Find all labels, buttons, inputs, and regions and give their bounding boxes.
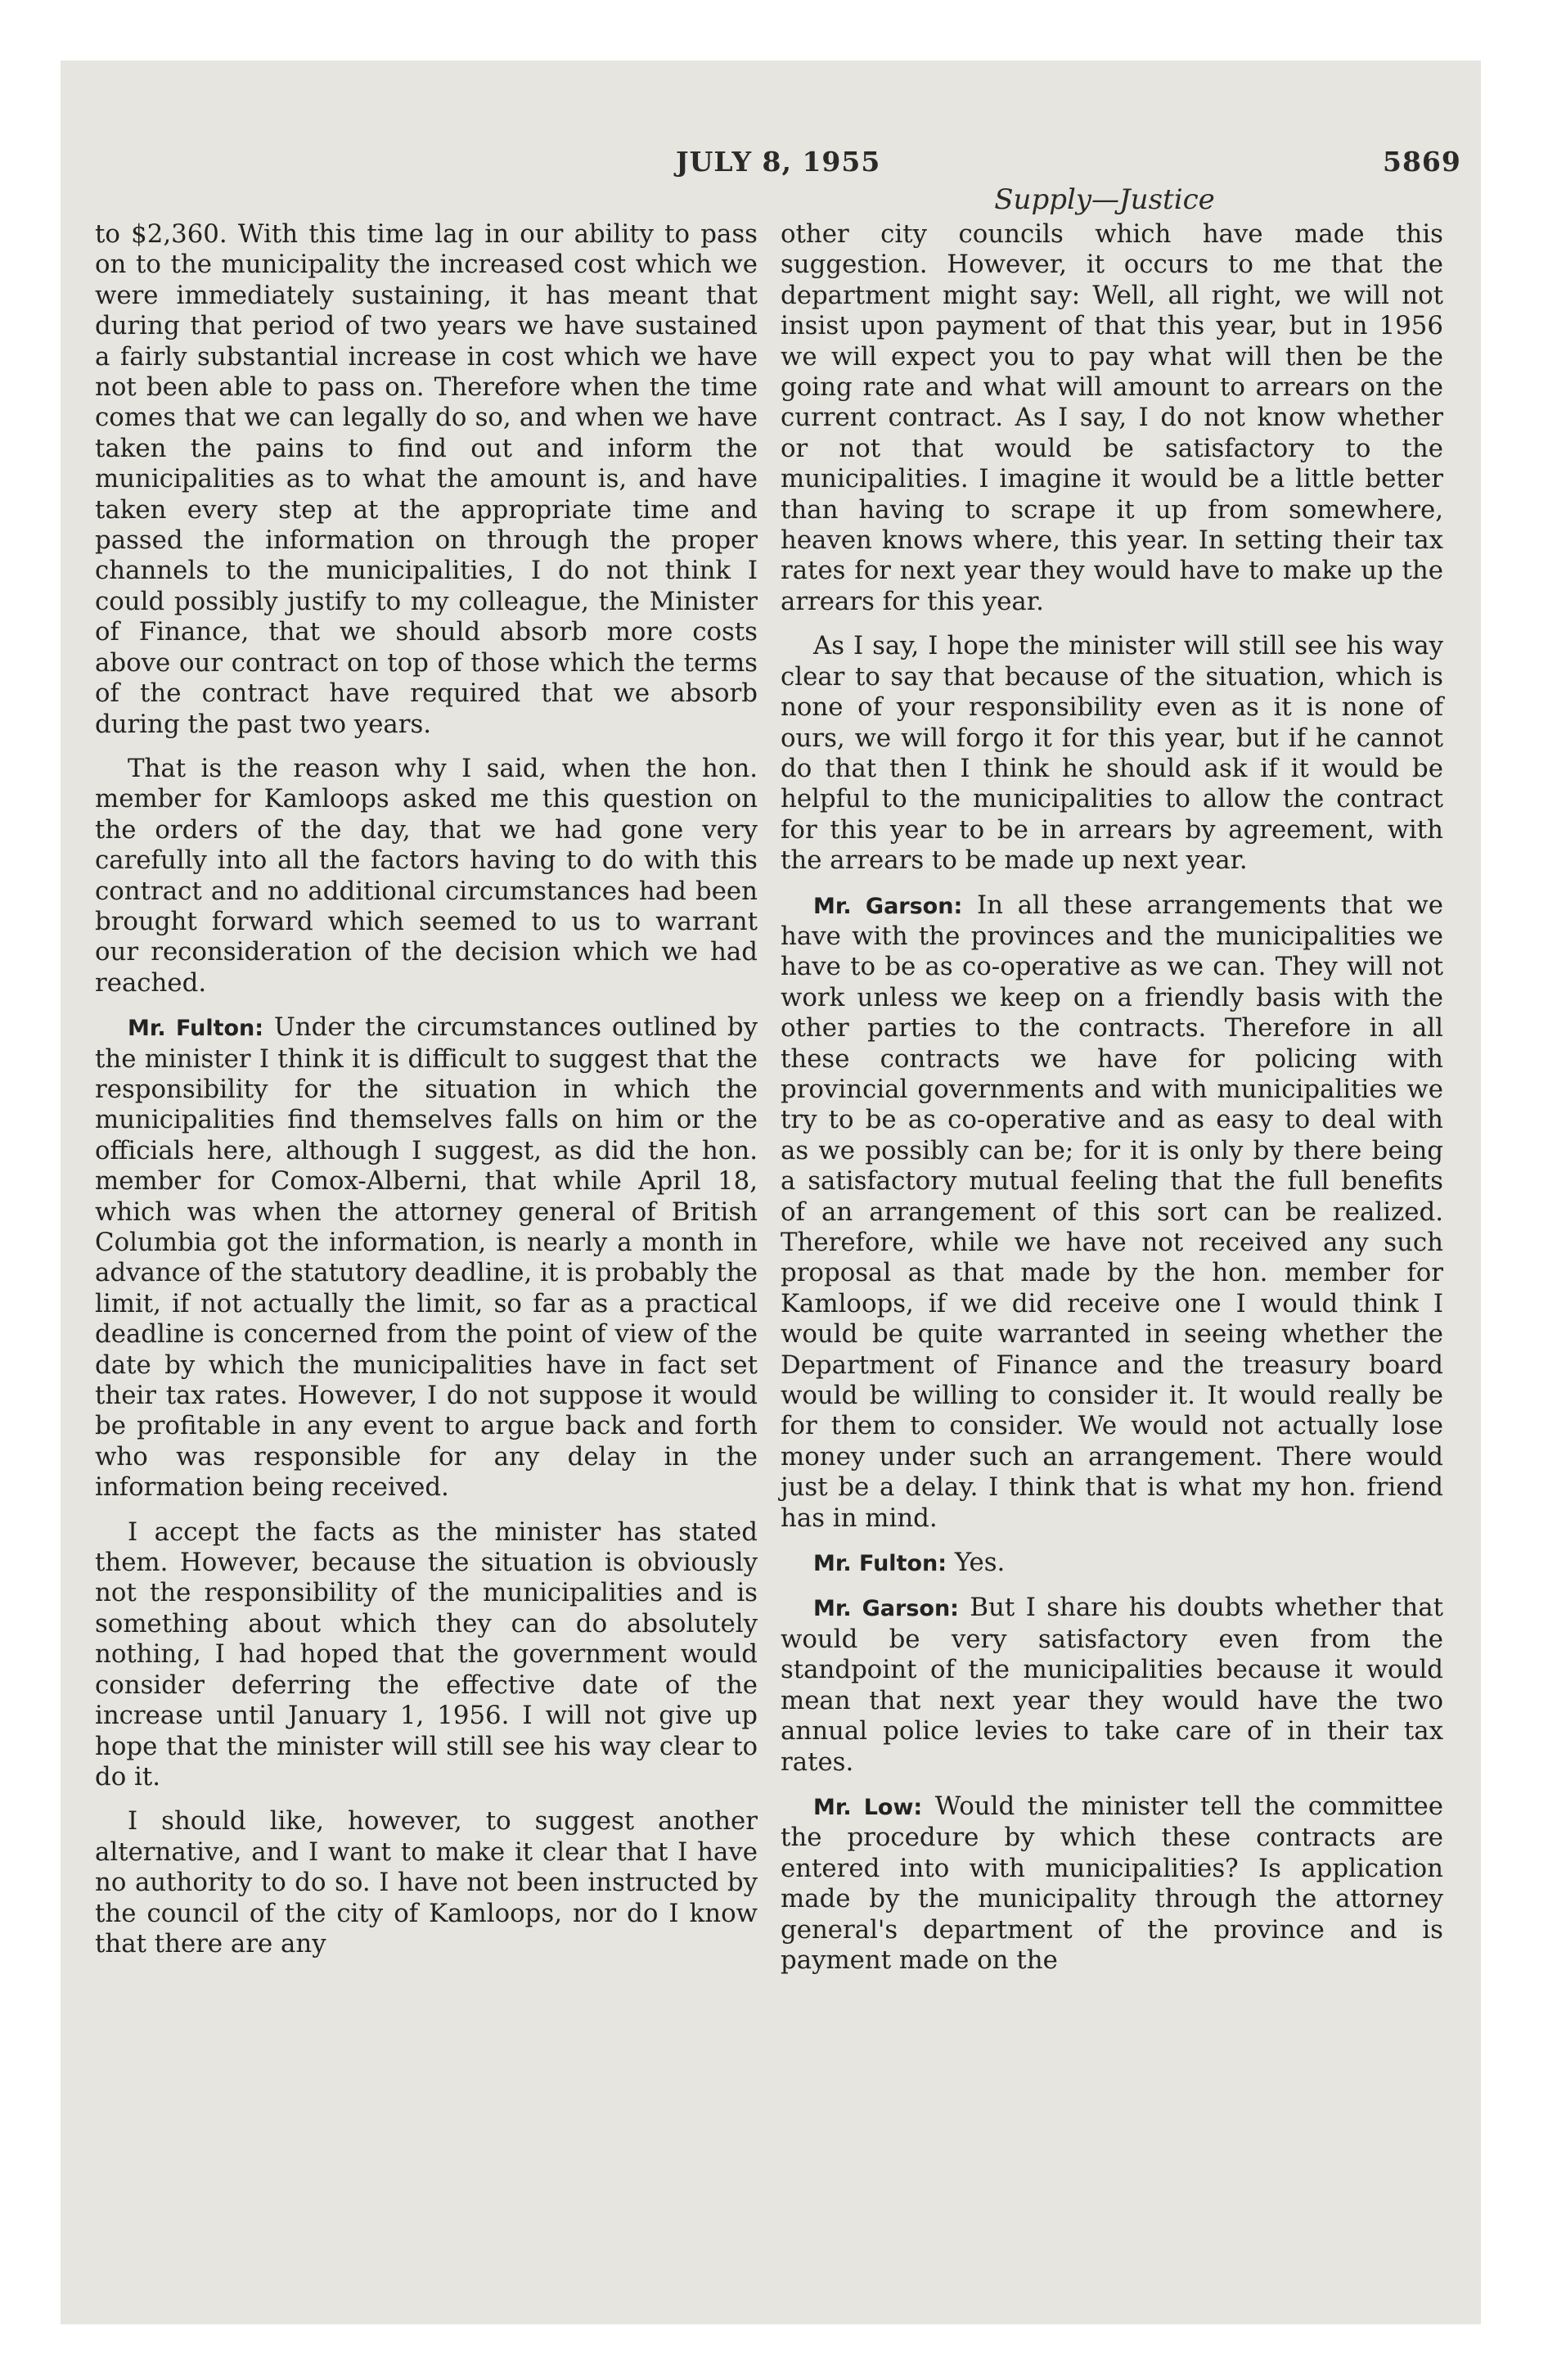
- paragraph: That is the reason why I said, when the hon. member for Kamloops asked me this question on the orders of the day, that we had gone very carefully into all the factors having to do with this contract and no additional circumstances had been brought forward which seemed to us to warrant our reconsideration of the decision which we had reached.: [95, 753, 758, 998]
- paragraph: I should like, however, to suggest another alternative, and I want to make it clear that I have no authority to do so. I have not been instructed by the council of the city of Kamloops, nor do I know that there are any: [95, 1806, 758, 1959]
- speech-text: Yes.: [947, 1548, 1006, 1578]
- speech-text: Would the minister tell the committee the procedure by which these contracts are entered into with municipalities? Is application made by the municipality through the attorney general's department of the province and is payment made on the: [781, 1791, 1443, 1975]
- paragraph: I accept the facts as the minister has stated them. However, because the situation is obviously not the responsibility of the municipalities and is something about which they can do absolutely nothing, I had hoped that the government would consider deferring the effective date of the increase until January 1, 1956. I will not give up hope that the minister will still see his way clear to do it.: [95, 1517, 758, 1792]
- page-number: 5869: [1383, 146, 1461, 178]
- speech-paragraph: [781, 1792, 1443, 1976]
- left-column: [95, 219, 758, 1973]
- speech-paragraph: [95, 1012, 758, 1503]
- header-date: JULY 8, 1955: [676, 146, 881, 178]
- speech-text: In all these arrangements that we have with the provinces and the municipalities we have to be as co-operative as we can. They will not work unless we keep on a friendly basis with the other parties to the contracts. Therefore in all these contracts we have for policing with provincial governments and with municipalities we try to be as co-operative and as easy to deal with as we possibly can be; for it is only by there being a satisfactory mutual feeling that the full benefits of an arrangement of this sort can be realized. Therefore, while we have not received any such proposal as that made by the hon. member for Kamloops, if we did receive one I would think I would be quite warranted in seeing whether the Department of Finance and the treasury board would be willing to consider it. It would really be for them to consider. We would not actually lose money under such an arrangement. There would just be a delay. I think that is what my hon. friend has in mind.: [781, 890, 1444, 1533]
- speech-paragraph: [781, 1593, 1443, 1777]
- right-column: [781, 219, 1443, 1990]
- speaker-name: Mr. Fulton:: [128, 1016, 264, 1042]
- speech-paragraph: [781, 1548, 1443, 1579]
- speaker-name: Mr. Low:: [813, 1794, 923, 1820]
- paragraph: As I say, I hope the minister will still see his way clear to say that because of the situation, which is none of your responsibility even as it is none of ours, we will forgo it for this year, but if he cannot do that then I think he should ask if it would be helpful to the municipalities to allow the contract for this year to be in arrears by agreement, with the arrears to be made up next year.: [781, 631, 1443, 876]
- speaker-name: Mr. Fulton:: [813, 1551, 947, 1577]
- paragraph: to $2,360. With this time lag in our ability to pass on to the municipality the increased cost which we were immediately sustaining, it has meant that during that period of two years we have sustained a fairly substantial increase in cost which we have not been able to pass on. Therefore when the time comes that we can legally do so, and when we have taken the pains to find out and inform the municipalities as to what the amount is, and have taken every step at the appropriate time and passed the information on through the proper channels to the municipalities, I do not think I could possibly justify to my colleague, the Minister of Finance, that we should absorb more costs above our contract on top of those which the terms of the contract have required that we absorb during the past two years.: [95, 219, 758, 739]
- paragraph: other city councils which have made this suggestion. However, it occurs to me that the department might say: Well, all right, we will not insist upon payment of that this year, but in 1956 we will expect you to pay what will then be the going rate and what will amount to arrears on the current contract. As I say, I do not know whether or not that would be satisfactory to the municipalities. I imagine it would be a little better than having to scrape it up from somewhere, heaven knows where, this year. In setting their tax rates for next year they would have to make up the arrears for this year.: [781, 219, 1443, 616]
- speech-text: Under the circumstances outlined by the minister I think it is difficult to suggest that the responsibility for the situation in which the municipalities find themselves falls on him or the officials here, although I suggest, as did the hon. member for Comox-Alberni, that while April 18, which was when the attorney general of British Columbia got the information, is nearly a month in advance of the statutory deadline, it is probably the limit, if not actually the limit, so far as a practical deadline is concerned from the point of view of the date by which the municipalities have in fact set their tax rates. However, I do not suppose it would be profitable in any event to argue back and forth who was responsible for any delay in the information being received.: [95, 1012, 758, 1503]
- subject-heading: Supply—Justice: [994, 183, 1215, 216]
- speech-paragraph: [781, 890, 1443, 1535]
- speaker-name: Mr. Garson:: [813, 1596, 959, 1622]
- speaker-name: Mr. Garson:: [813, 893, 963, 919]
- speech-text: But I share his doubts whether that would be very satisfactory even from the standpoint of the municipalities because it would mean that next year they would have the two annual police levies to take care of in their tax rates.: [781, 1593, 1444, 1777]
